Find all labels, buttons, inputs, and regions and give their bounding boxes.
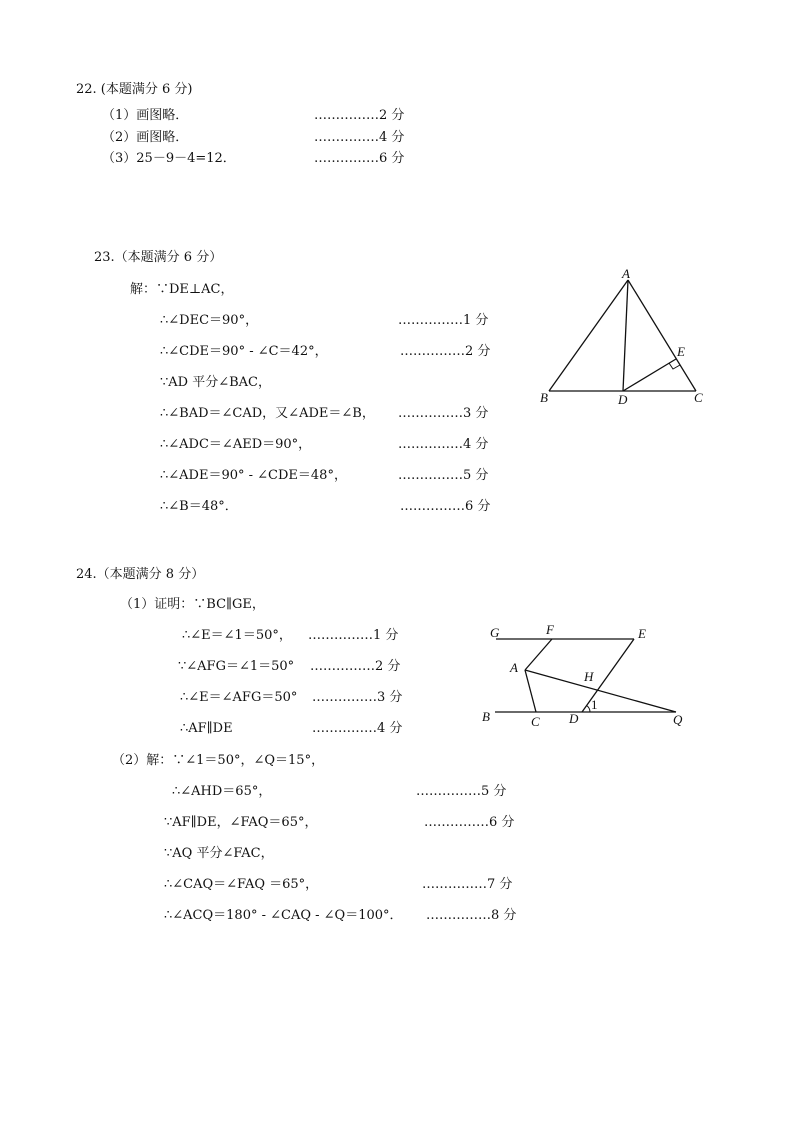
- q24-title: 24.（本题满分 8 分）: [76, 567, 205, 582]
- edge-ac: [628, 280, 696, 391]
- edge-ab: [549, 280, 628, 391]
- q23-line-5: ∴∠BAD＝∠CAD，又∠ADE＝∠B，: [160, 406, 375, 421]
- q24-p1-score-3: ……………2 分: [310, 659, 401, 674]
- q23-line-3: ∴∠CDE＝90° - ∠C＝42°，: [160, 344, 328, 359]
- q22-title: 22. (本题满分 6 分): [76, 82, 193, 97]
- edge-ad: [623, 280, 628, 391]
- q24-p2-line-6: ∴∠ACQ＝180° - ∠CAQ - ∠Q＝100°．: [164, 908, 403, 923]
- label-1: 1: [591, 697, 598, 712]
- edge-de: [623, 359, 676, 391]
- q24-p1-line-3: ∵∠AFG＝∠1＝50°: [178, 659, 295, 674]
- segment-aq: [525, 670, 676, 712]
- q24-p2-score-5: ……………7 分: [422, 877, 513, 892]
- q23-line-6: ∴∠ADC＝∠AED＝90°，: [160, 437, 312, 452]
- q24-p2-score-2: ……………5 分: [416, 784, 507, 799]
- label-e: E: [677, 344, 685, 359]
- q24-p2-score-3: ……………6 分: [424, 815, 515, 830]
- segment-fa: [525, 639, 552, 670]
- label-d: D: [569, 711, 579, 726]
- q23-figure: [530, 262, 720, 412]
- q23-line-2: ∴∠DEC＝90°，: [160, 313, 259, 328]
- q23-score-8: ……………6 分: [400, 499, 491, 514]
- label-b: B: [482, 709, 490, 724]
- segment-ac: [525, 670, 536, 712]
- label-e: E: [638, 626, 646, 641]
- label-b: B: [540, 390, 548, 405]
- q23-line-4: ∵AD 平分∠BAC，: [160, 375, 271, 390]
- q24-figure: [478, 620, 698, 735]
- q23-score-7: ……………5 分: [398, 468, 489, 483]
- q23-score-5: ……………3 分: [398, 406, 489, 421]
- q24-p1-score-4: ……………3 分: [312, 690, 403, 705]
- q24-p1-line-2: ∴∠E＝∠1＝50°，: [182, 628, 292, 643]
- right-angle-mark: [669, 363, 680, 369]
- q23-score-3: ……………2 分: [400, 344, 491, 359]
- q24-p2-line-4: ∵AQ 平分∠FAC，: [164, 846, 274, 861]
- q23-score-2: ……………1 分: [398, 313, 489, 328]
- q22-line-2: （2）画图略．: [102, 130, 189, 145]
- q24-p2-score-6: ……………8 分: [426, 908, 517, 923]
- label-d: D: [618, 392, 628, 407]
- q24-p2-line-5: ∴∠CAQ＝∠FAQ ＝65°，: [164, 877, 319, 892]
- label-q: Q: [673, 712, 683, 727]
- q22-score-1: ……………2 分: [314, 108, 405, 123]
- q23-line-7: ∴∠ADE＝90° - ∠CDE＝48°，: [160, 468, 347, 483]
- q24-p2-line-1: （2）解：∵∠1＝50°，∠Q＝15°，: [112, 753, 325, 768]
- q23-line-1: 解：∵DE⊥AC，: [130, 282, 234, 297]
- label-c: C: [694, 390, 703, 405]
- q24-p1-line-1: （1）证明：∵BC∥GE，: [120, 597, 265, 612]
- q22-score-3: ……………6 分: [314, 151, 405, 166]
- q24-p1-score-5: ……………4 分: [312, 721, 403, 736]
- q24-p2-line-2: ∴∠AHD＝65°，: [172, 784, 272, 799]
- label-c: C: [531, 714, 540, 729]
- q22-line-1: （1）画图略．: [102, 108, 189, 123]
- q24-p1-line-5: ∴AF∥DE: [180, 721, 233, 736]
- q22-score-2: ……………4 分: [314, 130, 405, 145]
- q22-line-3: （3）25－9－4=12．: [102, 151, 236, 166]
- q24-p1-line-4: ∴∠E＝∠AFG＝50°: [180, 690, 298, 705]
- q24-p2-line-3: ∵AF∥DE，∠FAQ＝65°，: [164, 815, 318, 830]
- angle-1-arc: [587, 706, 590, 713]
- q23-title: 23.（本题满分 6 分）: [94, 250, 223, 265]
- label-a: A: [622, 266, 630, 281]
- label-h: H: [584, 669, 594, 684]
- q23-line-8: ∴∠B＝48°．: [160, 499, 238, 514]
- q23-score-6: ……………4 分: [398, 437, 489, 452]
- label-a: A: [510, 660, 518, 675]
- label-f: F: [546, 622, 554, 637]
- q24-p1-score-2: ……………1 分: [308, 628, 399, 643]
- label-g: G: [490, 625, 500, 640]
